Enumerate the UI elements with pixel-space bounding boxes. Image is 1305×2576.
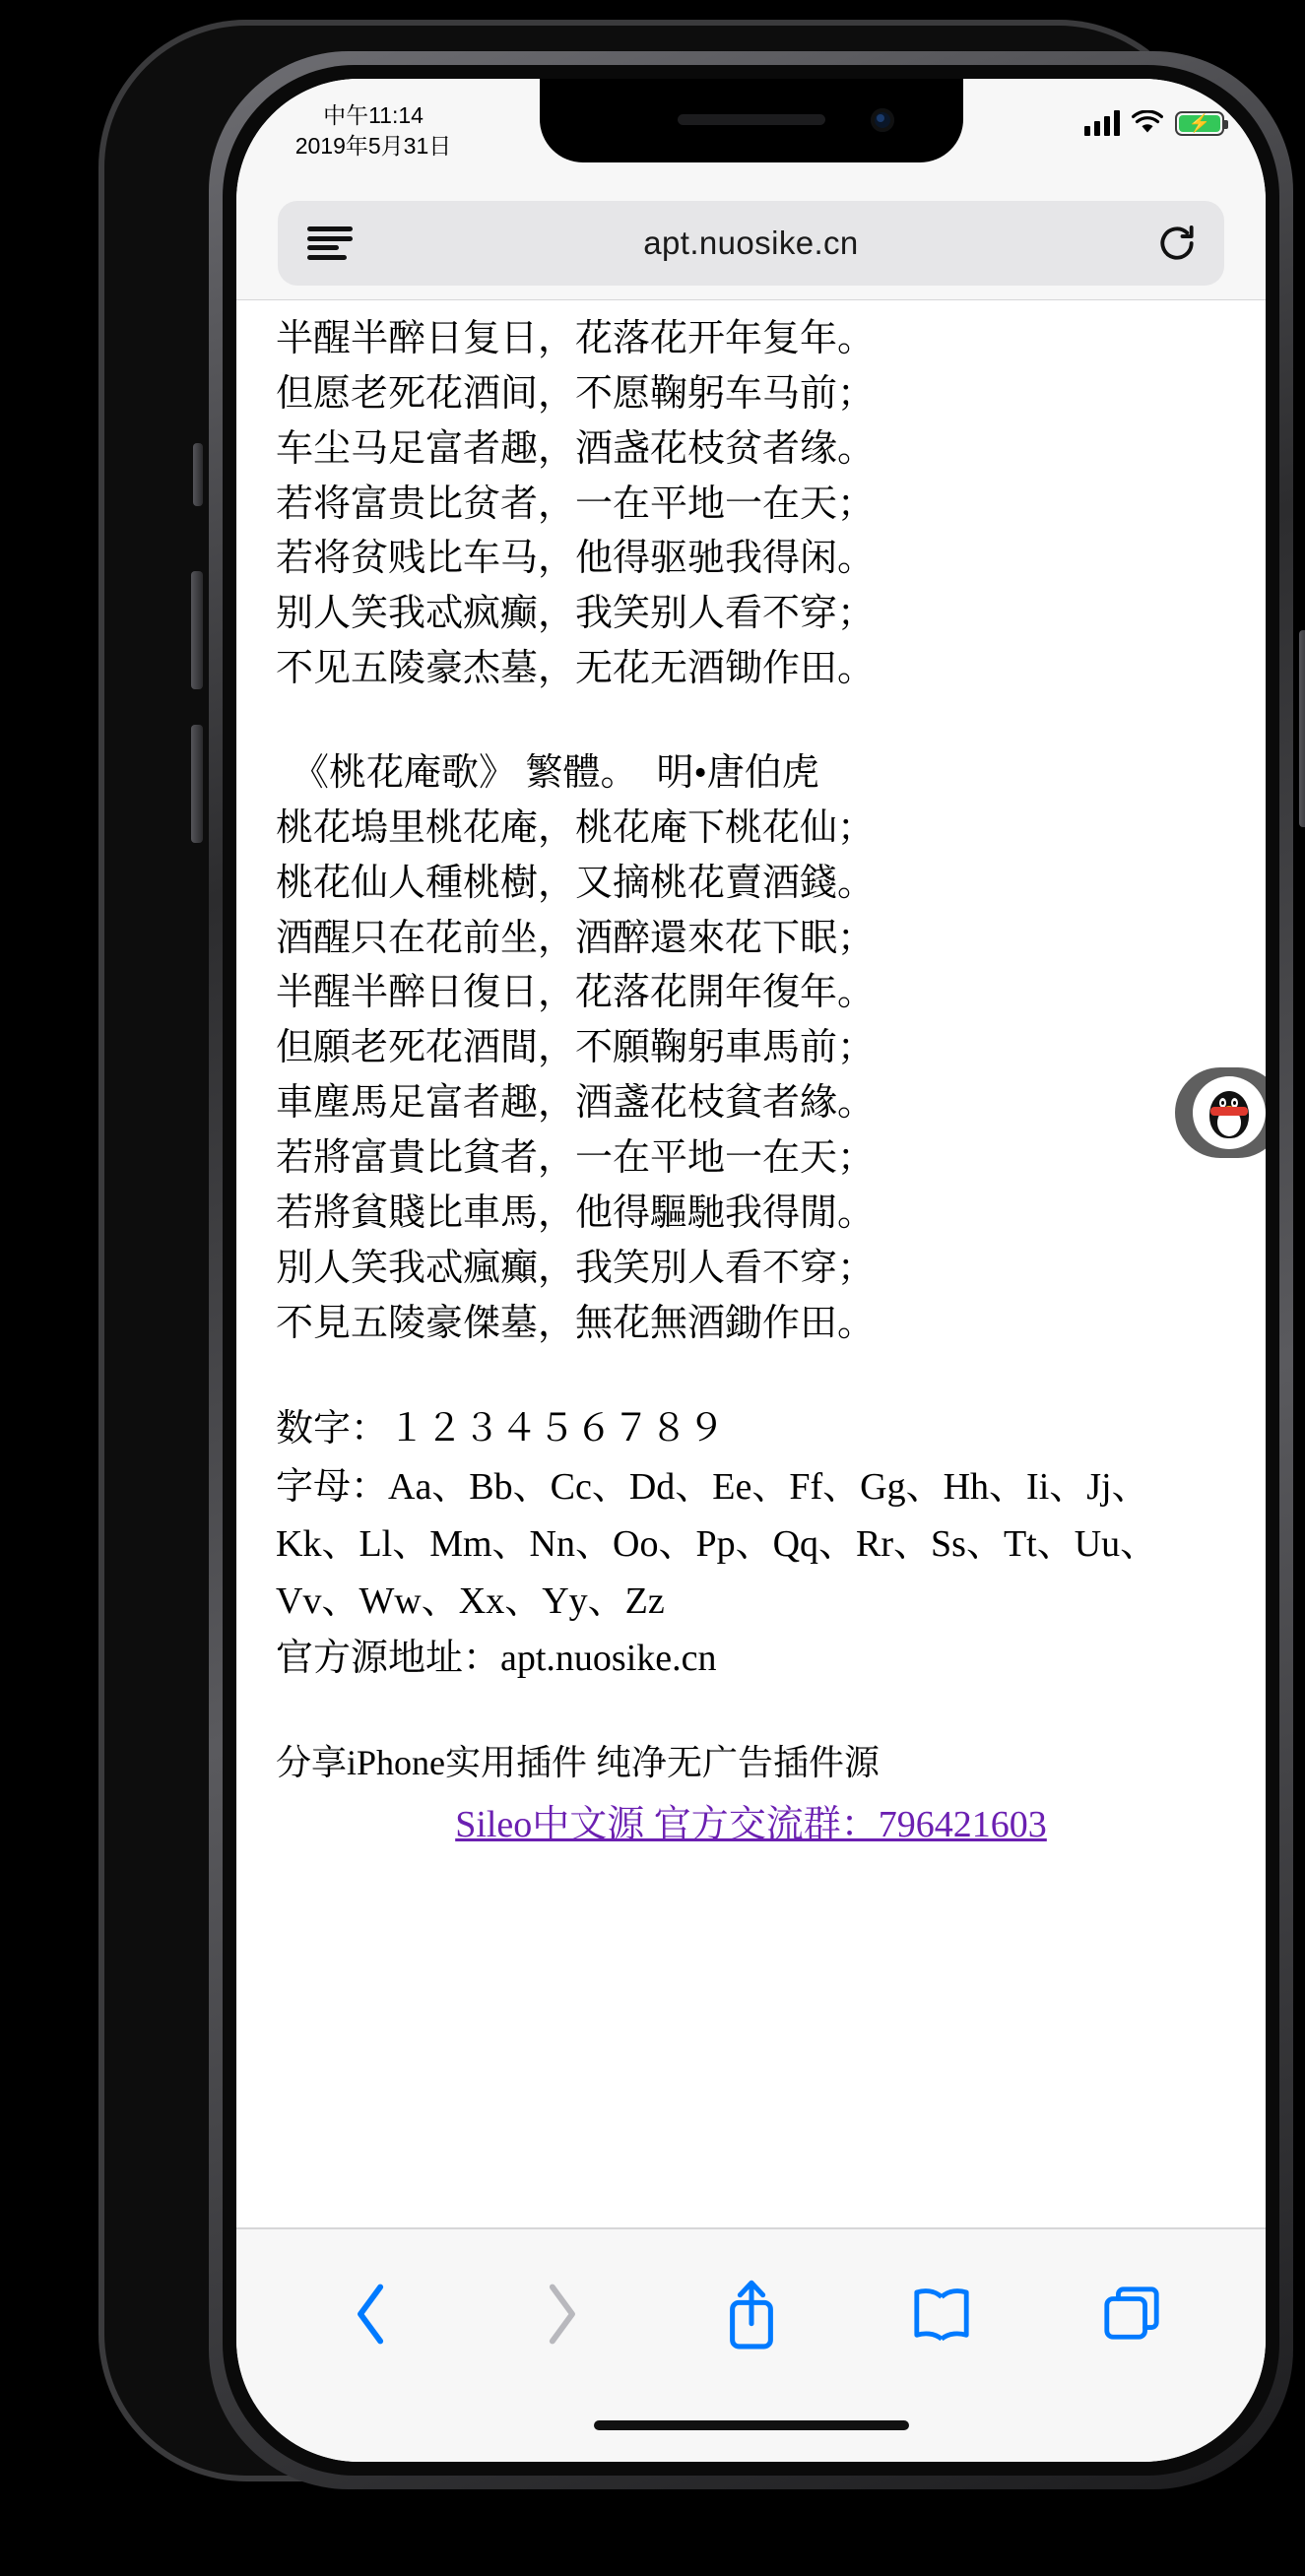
status-time: 中午11:14 <box>323 102 424 128</box>
home-indicator[interactable] <box>594 2420 909 2430</box>
paragraph-spacer <box>276 1351 1226 1400</box>
bookmarks-button[interactable] <box>906 2272 977 2356</box>
numbers-line: 数字：１２３４５６７８９ <box>276 1408 726 1450</box>
poem-line: 半醒半醉日复日，花落花开年复年。 <box>276 318 876 359</box>
front-camera <box>871 108 894 132</box>
phone-screen <box>236 79 1266 2462</box>
poem-line: 桃花塢里桃花庵，桃花庵下桃花仙； <box>276 806 876 849</box>
forward-button[interactable] <box>526 2272 597 2356</box>
poem-line: 不见五陵豪杰墓，无花无酒锄作田。 <box>276 648 876 690</box>
qq-contact-button[interactable] <box>1175 1067 1266 1158</box>
poem-line: 酒醒只在花前坐，酒醉還來花下眠； <box>276 917 876 959</box>
poem-line: 别人笑我忒疯癫，我笑别人看不穿； <box>276 593 876 635</box>
battery-charging-icon: ⚡ <box>1175 111 1224 136</box>
poem-line: 若將富貴比貧者，一在平地一在天； <box>276 1137 876 1180</box>
letters-line: 字母：Aa、Bb、Cc、Dd、Ee、Ff、Gg、Hh、Ii、Jj、Kk、Ll、Mm、Nn、Oo、Pp、Qq、Rr、Ss、Tt、Uu、Vv、Ww、Xx、Yy、Zz <box>276 1465 1158 1622</box>
address-bar[interactable] <box>278 201 1224 286</box>
poem-line: 若将富贵比贫者，一在平地一在天； <box>276 483 876 525</box>
share-description: 分享iPhone实用插件 纯净无广告插件源 <box>276 1743 881 1783</box>
chevron-right-icon <box>540 2280 583 2349</box>
notch <box>540 79 963 162</box>
poem-line: 桃花仙人種桃樹，又摘桃花賣酒錢。 <box>276 862 876 904</box>
cellular-bars-icon <box>1084 110 1120 136</box>
tabs-icon <box>1101 2284 1162 2345</box>
simplified-poem-block <box>276 312 1226 697</box>
share-icon <box>721 2276 782 2352</box>
poem-line: 別人笑我忒瘋癲，我笑別人看不穿； <box>276 1247 876 1289</box>
url-text: apt.nuosike.cn <box>643 225 859 261</box>
paragraph-spacer <box>276 697 1226 746</box>
book-icon <box>909 2284 974 2345</box>
browser-bottom-toolbar <box>236 2227 1266 2462</box>
volume-down-button[interactable] <box>191 725 203 843</box>
qq-group-link[interactable]: Sileo中文源 官方交流群：796421603 <box>455 1804 1047 1846</box>
tabs-button[interactable] <box>1096 2272 1167 2356</box>
status-indicators <box>1084 110 1224 136</box>
back-button[interactable] <box>336 2272 407 2356</box>
volume-up-button[interactable] <box>191 571 203 689</box>
phone-frame <box>98 20 1211 2481</box>
poem-line: 但願老死花酒間，不願鞠躬車馬前； <box>276 1027 876 1069</box>
wifi-icon <box>1132 110 1163 136</box>
poem-line: 若將貧賤比車馬，他得驅馳我得閒。 <box>276 1191 876 1234</box>
poem-line: 但愿老死花酒间，不愿鞠躬车马前； <box>276 372 876 415</box>
browser-toolbar <box>236 189 1266 299</box>
qq-penguin-icon <box>1193 1076 1266 1149</box>
web-page-content <box>236 300 1266 2229</box>
misc-info-block <box>276 1400 1226 1687</box>
power-button[interactable] <box>1299 630 1305 827</box>
traditional-poem-heading: 《桃花庵歌》 繁體。 明•唐伯虎 <box>292 752 819 795</box>
poem-line: 車塵馬足富者趣，酒盞花枝貧者緣。 <box>276 1082 876 1125</box>
menu-icon[interactable] <box>307 226 353 260</box>
poem-line: 不見五陵豪傑墓，無花無酒鋤作田。 <box>276 1302 876 1344</box>
reload-icon[interactable] <box>1155 222 1199 265</box>
traditional-poem-block <box>276 802 1226 1352</box>
poem-line: 车尘马足富者趣，酒盏花枝贫者缘。 <box>276 427 876 470</box>
official-source-line: 官方源地址：apt.nuosike.cn <box>276 1637 717 1679</box>
poem-line: 半醒半醉日復日，花落花開年復年。 <box>276 972 876 1014</box>
mute-switch[interactable] <box>193 443 203 506</box>
chevron-left-icon <box>350 2280 393 2349</box>
status-date: 2019年5月31日 <box>294 133 452 160</box>
paragraph-spacer <box>276 1687 1226 1736</box>
poem-line: 若将贫贱比车马，他得驱驰我得闲。 <box>276 538 876 580</box>
earpiece-speaker <box>678 114 825 125</box>
status-time-date <box>280 100 467 161</box>
share-button[interactable] <box>716 2272 787 2356</box>
